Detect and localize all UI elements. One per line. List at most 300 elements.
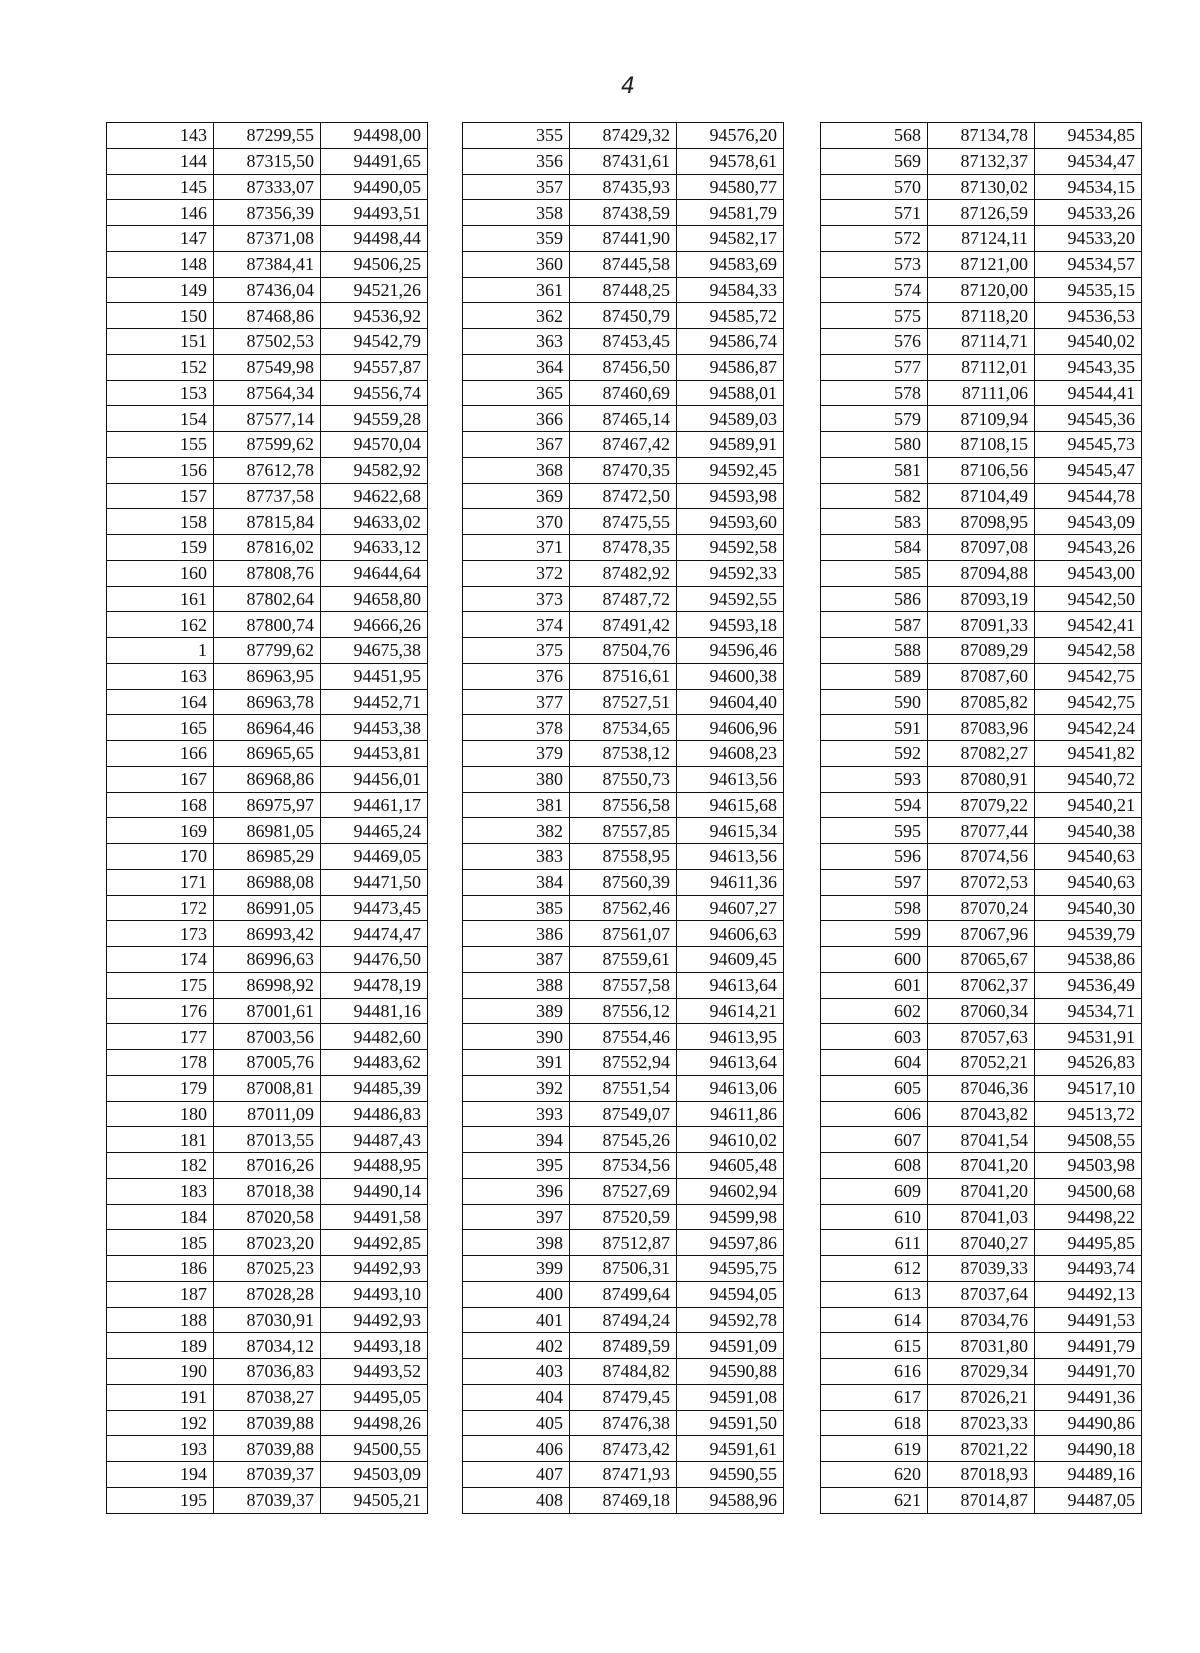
- table-row: [821, 998, 1142, 1024]
- point-number-cell: 408: [463, 1487, 570, 1513]
- point-number-cell: 155: [107, 432, 214, 458]
- table-row: [107, 1333, 428, 1359]
- y-coordinate-cell: 94594,05: [677, 1281, 784, 1307]
- x-coordinate-cell: 87001,61: [214, 998, 321, 1024]
- y-coordinate-cell: 94591,08: [677, 1384, 784, 1410]
- point-number-cell: 571: [821, 200, 928, 226]
- x-coordinate-cell: 87072,53: [928, 869, 1035, 895]
- y-coordinate-cell: 94608,23: [677, 741, 784, 767]
- table-row: [821, 1487, 1142, 1513]
- x-coordinate-cell: 87448,25: [570, 277, 677, 303]
- x-coordinate-cell: 87108,15: [928, 432, 1035, 458]
- point-number-cell: 364: [463, 354, 570, 380]
- y-coordinate-cell: 94582,17: [677, 226, 784, 252]
- table-row: [463, 277, 784, 303]
- x-coordinate-cell: 87062,37: [928, 972, 1035, 998]
- table-row: [821, 1101, 1142, 1127]
- x-coordinate-cell: 87516,61: [570, 663, 677, 689]
- y-coordinate-cell: 94610,02: [677, 1127, 784, 1153]
- x-coordinate-cell: 86985,29: [214, 844, 321, 870]
- x-coordinate-cell: 87074,56: [928, 844, 1035, 870]
- y-coordinate-cell: 94495,05: [321, 1384, 428, 1410]
- point-number-cell: 157: [107, 483, 214, 509]
- point-number-cell: 569: [821, 148, 928, 174]
- x-coordinate-cell: 87436,04: [214, 277, 321, 303]
- table-row: [463, 509, 784, 535]
- x-coordinate-cell: 87060,34: [928, 998, 1035, 1024]
- x-coordinate-cell: 87441,90: [570, 226, 677, 252]
- point-number-cell: 195: [107, 1487, 214, 1513]
- y-coordinate-cell: 94517,10: [1035, 1075, 1142, 1101]
- point-number-cell: 599: [821, 921, 928, 947]
- table-row: [463, 869, 784, 895]
- table-row: [821, 1024, 1142, 1050]
- point-number-cell: 152: [107, 354, 214, 380]
- point-number-cell: 379: [463, 741, 570, 767]
- point-number-cell: 574: [821, 277, 928, 303]
- table-row: [463, 663, 784, 689]
- y-coordinate-cell: 94585,72: [677, 303, 784, 329]
- y-coordinate-cell: 94593,60: [677, 509, 784, 535]
- y-coordinate-cell: 94473,45: [321, 895, 428, 921]
- point-number-cell: 593: [821, 766, 928, 792]
- y-coordinate-cell: 94508,55: [1035, 1127, 1142, 1153]
- x-coordinate-cell: 87800,74: [214, 612, 321, 638]
- x-coordinate-cell: 87041,20: [928, 1178, 1035, 1204]
- x-coordinate-cell: 87564,34: [214, 380, 321, 406]
- y-coordinate-cell: 94490,86: [1035, 1410, 1142, 1436]
- y-coordinate-cell: 94465,24: [321, 818, 428, 844]
- y-coordinate-cell: 94592,55: [677, 586, 784, 612]
- y-coordinate-cell: 94469,05: [321, 844, 428, 870]
- y-coordinate-cell: 94578,61: [677, 148, 784, 174]
- table-row: [463, 535, 784, 561]
- point-number-cell: 620: [821, 1462, 928, 1488]
- x-coordinate-cell: 87561,07: [570, 921, 677, 947]
- point-number-cell: 164: [107, 689, 214, 715]
- x-coordinate-cell: 87065,67: [928, 947, 1035, 973]
- y-coordinate-cell: 94476,50: [321, 947, 428, 973]
- x-coordinate-cell: 87549,98: [214, 354, 321, 380]
- table-row: [821, 972, 1142, 998]
- y-coordinate-cell: 94498,22: [1035, 1204, 1142, 1230]
- coordinates-table-3: [820, 122, 1142, 1514]
- y-coordinate-cell: 94591,09: [677, 1333, 784, 1359]
- point-number-cell: 606: [821, 1101, 928, 1127]
- y-coordinate-cell: 94488,95: [321, 1153, 428, 1179]
- y-coordinate-cell: 94556,74: [321, 380, 428, 406]
- y-coordinate-cell: 94538,86: [1035, 947, 1142, 973]
- table-row: [821, 895, 1142, 921]
- point-number-cell: 148: [107, 251, 214, 277]
- x-coordinate-cell: 87469,18: [570, 1487, 677, 1513]
- y-coordinate-cell: 94545,73: [1035, 432, 1142, 458]
- point-number-cell: 369: [463, 483, 570, 509]
- x-coordinate-cell: 87460,69: [570, 380, 677, 406]
- table-row: [107, 303, 428, 329]
- table-row: [107, 1101, 428, 1127]
- y-coordinate-cell: 94503,09: [321, 1462, 428, 1488]
- y-coordinate-cell: 94534,47: [1035, 148, 1142, 174]
- point-number-cell: 174: [107, 947, 214, 973]
- y-coordinate-cell: 94491,53: [1035, 1307, 1142, 1333]
- table-row: [463, 174, 784, 200]
- x-coordinate-cell: 87527,51: [570, 689, 677, 715]
- table-row: [463, 1101, 784, 1127]
- x-coordinate-cell: 87472,50: [570, 483, 677, 509]
- y-coordinate-cell: 94491,58: [321, 1204, 428, 1230]
- table-row: [463, 1024, 784, 1050]
- table-row: [107, 741, 428, 767]
- point-number-cell: 399: [463, 1256, 570, 1282]
- x-coordinate-cell: 87557,85: [570, 818, 677, 844]
- y-coordinate-cell: 94633,12: [321, 535, 428, 561]
- table-row: [107, 715, 428, 741]
- point-number-cell: 570: [821, 174, 928, 200]
- table-row: [107, 1075, 428, 1101]
- y-coordinate-cell: 94644,64: [321, 560, 428, 586]
- point-number-cell: 358: [463, 200, 570, 226]
- point-number-cell: 156: [107, 457, 214, 483]
- point-number-cell: 585: [821, 560, 928, 586]
- point-number-cell: 597: [821, 869, 928, 895]
- x-coordinate-cell: 87070,24: [928, 895, 1035, 921]
- x-coordinate-cell: 87098,95: [928, 509, 1035, 535]
- table-row: [107, 998, 428, 1024]
- y-coordinate-cell: 94544,78: [1035, 483, 1142, 509]
- table-row: [107, 895, 428, 921]
- point-number-cell: 618: [821, 1410, 928, 1436]
- y-coordinate-cell: 94545,36: [1035, 406, 1142, 432]
- x-coordinate-cell: 87512,87: [570, 1230, 677, 1256]
- y-coordinate-cell: 94521,26: [321, 277, 428, 303]
- x-coordinate-cell: 87545,26: [570, 1127, 677, 1153]
- table-row: [821, 200, 1142, 226]
- x-coordinate-cell: 87083,96: [928, 715, 1035, 741]
- table-row: [107, 148, 428, 174]
- table-row: [821, 612, 1142, 638]
- x-coordinate-cell: 87118,20: [928, 303, 1035, 329]
- y-coordinate-cell: 94490,05: [321, 174, 428, 200]
- y-coordinate-cell: 94613,64: [677, 1050, 784, 1076]
- table-row: [463, 1487, 784, 1513]
- x-coordinate-cell: 87039,37: [214, 1487, 321, 1513]
- table-row: [821, 844, 1142, 870]
- point-number-cell: 150: [107, 303, 214, 329]
- y-coordinate-cell: 94666,26: [321, 612, 428, 638]
- point-number-cell: 371: [463, 535, 570, 561]
- table-row: [821, 457, 1142, 483]
- y-coordinate-cell: 94492,13: [1035, 1281, 1142, 1307]
- y-coordinate-cell: 94602,94: [677, 1178, 784, 1204]
- x-coordinate-cell: 87577,14: [214, 406, 321, 432]
- y-coordinate-cell: 94542,79: [321, 329, 428, 355]
- y-coordinate-cell: 94505,21: [321, 1487, 428, 1513]
- x-coordinate-cell: 87737,58: [214, 483, 321, 509]
- y-coordinate-cell: 94506,25: [321, 251, 428, 277]
- y-coordinate-cell: 94492,85: [321, 1230, 428, 1256]
- x-coordinate-cell: 87082,27: [928, 741, 1035, 767]
- table-row: [107, 1281, 428, 1307]
- point-number-cell: 145: [107, 174, 214, 200]
- point-number-cell: 398: [463, 1230, 570, 1256]
- x-coordinate-cell: 86988,08: [214, 869, 321, 895]
- x-coordinate-cell: 87097,08: [928, 535, 1035, 561]
- x-coordinate-cell: 87011,09: [214, 1101, 321, 1127]
- table-row: [107, 844, 428, 870]
- y-coordinate-cell: 94536,49: [1035, 972, 1142, 998]
- point-number-cell: 1: [107, 638, 214, 664]
- table-row: [821, 1075, 1142, 1101]
- x-coordinate-cell: 87132,37: [928, 148, 1035, 174]
- x-coordinate-cell: 87453,45: [570, 329, 677, 355]
- x-coordinate-cell: 86996,63: [214, 947, 321, 973]
- table-row: [107, 1410, 428, 1436]
- y-coordinate-cell: 94490,14: [321, 1178, 428, 1204]
- y-coordinate-cell: 94615,68: [677, 792, 784, 818]
- point-number-cell: 406: [463, 1436, 570, 1462]
- x-coordinate-cell: 87031,80: [928, 1333, 1035, 1359]
- point-number-cell: 367: [463, 432, 570, 458]
- table-row: [821, 432, 1142, 458]
- table-row: [107, 1256, 428, 1282]
- y-coordinate-cell: 94482,60: [321, 1024, 428, 1050]
- table-row: [107, 1307, 428, 1333]
- table-row: [821, 509, 1142, 535]
- table-row: [821, 560, 1142, 586]
- point-number-cell: 368: [463, 457, 570, 483]
- point-number-cell: 595: [821, 818, 928, 844]
- x-coordinate-cell: 87104,49: [928, 483, 1035, 509]
- point-number-cell: 357: [463, 174, 570, 200]
- y-coordinate-cell: 94471,50: [321, 869, 428, 895]
- x-coordinate-cell: 87562,46: [570, 895, 677, 921]
- point-number-cell: 397: [463, 1204, 570, 1230]
- table-row: [107, 1384, 428, 1410]
- x-coordinate-cell: 87039,33: [928, 1256, 1035, 1282]
- table-row: [107, 174, 428, 200]
- table-row: [107, 1127, 428, 1153]
- x-coordinate-cell: 87040,27: [928, 1230, 1035, 1256]
- point-number-cell: 360: [463, 251, 570, 277]
- point-number-cell: 181: [107, 1127, 214, 1153]
- table-row: [463, 1204, 784, 1230]
- y-coordinate-cell: 94503,98: [1035, 1153, 1142, 1179]
- point-number-cell: 608: [821, 1153, 928, 1179]
- y-coordinate-cell: 94570,04: [321, 432, 428, 458]
- table-row: [821, 1384, 1142, 1410]
- point-number-cell: 605: [821, 1075, 928, 1101]
- x-coordinate-cell: 87552,94: [570, 1050, 677, 1076]
- table-row: [463, 972, 784, 998]
- table-row: [107, 792, 428, 818]
- point-number-cell: 589: [821, 663, 928, 689]
- y-coordinate-cell: 94609,45: [677, 947, 784, 973]
- point-number-cell: 592: [821, 741, 928, 767]
- x-coordinate-cell: 87816,02: [214, 535, 321, 561]
- point-number-cell: 400: [463, 1281, 570, 1307]
- point-number-cell: 370: [463, 509, 570, 535]
- x-coordinate-cell: 87130,02: [928, 174, 1035, 200]
- y-coordinate-cell: 94606,96: [677, 715, 784, 741]
- point-number-cell: 365: [463, 380, 570, 406]
- y-coordinate-cell: 94491,65: [321, 148, 428, 174]
- y-coordinate-cell: 94586,87: [677, 354, 784, 380]
- point-number-cell: 382: [463, 818, 570, 844]
- x-coordinate-cell: 87087,60: [928, 663, 1035, 689]
- point-number-cell: 395: [463, 1153, 570, 1179]
- point-number-cell: 158: [107, 509, 214, 535]
- point-number-cell: 185: [107, 1230, 214, 1256]
- point-number-cell: 381: [463, 792, 570, 818]
- table-row: [107, 509, 428, 535]
- y-coordinate-cell: 94478,19: [321, 972, 428, 998]
- table-row: [463, 844, 784, 870]
- point-number-cell: 175: [107, 972, 214, 998]
- point-number-cell: 389: [463, 998, 570, 1024]
- x-coordinate-cell: 87036,83: [214, 1359, 321, 1385]
- x-coordinate-cell: 87473,42: [570, 1436, 677, 1462]
- x-coordinate-cell: 87114,71: [928, 329, 1035, 355]
- point-number-cell: 404: [463, 1384, 570, 1410]
- table-row: [463, 1333, 784, 1359]
- table-row: [107, 226, 428, 252]
- x-coordinate-cell: 87299,55: [214, 123, 321, 149]
- x-coordinate-cell: 87057,63: [928, 1024, 1035, 1050]
- table-row: [821, 1410, 1142, 1436]
- point-number-cell: 149: [107, 277, 214, 303]
- x-coordinate-cell: 87126,59: [928, 200, 1035, 226]
- point-number-cell: 385: [463, 895, 570, 921]
- table-row: [463, 1153, 784, 1179]
- table-row: [107, 612, 428, 638]
- x-coordinate-cell: 87016,26: [214, 1153, 321, 1179]
- x-coordinate-cell: 87085,82: [928, 689, 1035, 715]
- table-row: [463, 1127, 784, 1153]
- y-coordinate-cell: 94540,21: [1035, 792, 1142, 818]
- y-coordinate-cell: 94451,95: [321, 663, 428, 689]
- point-number-cell: 146: [107, 200, 214, 226]
- y-coordinate-cell: 94543,26: [1035, 535, 1142, 561]
- x-coordinate-cell: 87468,86: [214, 303, 321, 329]
- table-row: [821, 921, 1142, 947]
- x-coordinate-cell: 87484,82: [570, 1359, 677, 1385]
- x-coordinate-cell: 87067,96: [928, 921, 1035, 947]
- table-row: [821, 947, 1142, 973]
- x-coordinate-cell: 87041,20: [928, 1153, 1035, 1179]
- y-coordinate-cell: 94588,01: [677, 380, 784, 406]
- point-number-cell: 167: [107, 766, 214, 792]
- y-coordinate-cell: 94487,05: [1035, 1487, 1142, 1513]
- x-coordinate-cell: 87456,50: [570, 354, 677, 380]
- y-coordinate-cell: 94536,53: [1035, 303, 1142, 329]
- table-row: [107, 123, 428, 149]
- table-row: [463, 1256, 784, 1282]
- point-number-cell: 376: [463, 663, 570, 689]
- x-coordinate-cell: 87491,42: [570, 612, 677, 638]
- y-coordinate-cell: 94606,63: [677, 921, 784, 947]
- y-coordinate-cell: 94633,02: [321, 509, 428, 535]
- y-coordinate-cell: 94576,20: [677, 123, 784, 149]
- table-row: [463, 483, 784, 509]
- table-row: [463, 1384, 784, 1410]
- y-coordinate-cell: 94544,41: [1035, 380, 1142, 406]
- x-coordinate-cell: 87034,76: [928, 1307, 1035, 1333]
- point-number-cell: 165: [107, 715, 214, 741]
- point-number-cell: 568: [821, 123, 928, 149]
- point-number-cell: 162: [107, 612, 214, 638]
- y-coordinate-cell: 94533,26: [1035, 200, 1142, 226]
- table-row: [821, 1153, 1142, 1179]
- y-coordinate-cell: 94493,52: [321, 1359, 428, 1385]
- point-number-cell: 166: [107, 741, 214, 767]
- table-row: [821, 277, 1142, 303]
- y-coordinate-cell: 94604,40: [677, 689, 784, 715]
- x-coordinate-cell: 87029,34: [928, 1359, 1035, 1385]
- y-coordinate-cell: 94596,46: [677, 638, 784, 664]
- table-row: [463, 1436, 784, 1462]
- y-coordinate-cell: 94500,55: [321, 1436, 428, 1462]
- table-row: [463, 1462, 784, 1488]
- x-coordinate-cell: 87106,56: [928, 457, 1035, 483]
- y-coordinate-cell: 94540,72: [1035, 766, 1142, 792]
- x-coordinate-cell: 87802,64: [214, 586, 321, 612]
- point-number-cell: 355: [463, 123, 570, 149]
- point-number-cell: 144: [107, 148, 214, 174]
- x-coordinate-cell: 87612,78: [214, 457, 321, 483]
- point-number-cell: 394: [463, 1127, 570, 1153]
- x-coordinate-cell: 87091,33: [928, 612, 1035, 638]
- point-number-cell: 601: [821, 972, 928, 998]
- table-row: [463, 406, 784, 432]
- x-coordinate-cell: 87557,58: [570, 972, 677, 998]
- table-row: [107, 406, 428, 432]
- x-coordinate-cell: 87506,31: [570, 1256, 677, 1282]
- point-number-cell: 616: [821, 1359, 928, 1385]
- table-row: [463, 895, 784, 921]
- y-coordinate-cell: 94540,30: [1035, 895, 1142, 921]
- x-coordinate-cell: 87450,79: [570, 303, 677, 329]
- y-coordinate-cell: 94613,95: [677, 1024, 784, 1050]
- x-coordinate-cell: 87121,00: [928, 251, 1035, 277]
- point-number-cell: 576: [821, 329, 928, 355]
- point-number-cell: 582: [821, 483, 928, 509]
- x-coordinate-cell: 87014,87: [928, 1487, 1035, 1513]
- x-coordinate-cell: 87435,93: [570, 174, 677, 200]
- table-row: [821, 689, 1142, 715]
- table-row: [107, 200, 428, 226]
- point-number-cell: 405: [463, 1410, 570, 1436]
- y-coordinate-cell: 94493,74: [1035, 1256, 1142, 1282]
- x-coordinate-cell: 87799,62: [214, 638, 321, 664]
- y-coordinate-cell: 94593,18: [677, 612, 784, 638]
- point-number-cell: 581: [821, 457, 928, 483]
- x-coordinate-cell: 87815,84: [214, 509, 321, 535]
- table-row: [463, 329, 784, 355]
- point-number-cell: 154: [107, 406, 214, 432]
- point-number-cell: 176: [107, 998, 214, 1024]
- x-coordinate-cell: 87494,24: [570, 1307, 677, 1333]
- point-number-cell: 390: [463, 1024, 570, 1050]
- table-row: [107, 560, 428, 586]
- table-row: [107, 1178, 428, 1204]
- y-coordinate-cell: 94592,45: [677, 457, 784, 483]
- table-row: [107, 432, 428, 458]
- point-number-cell: 617: [821, 1384, 928, 1410]
- point-number-cell: 578: [821, 380, 928, 406]
- table-row: [107, 1487, 428, 1513]
- point-number-cell: 573: [821, 251, 928, 277]
